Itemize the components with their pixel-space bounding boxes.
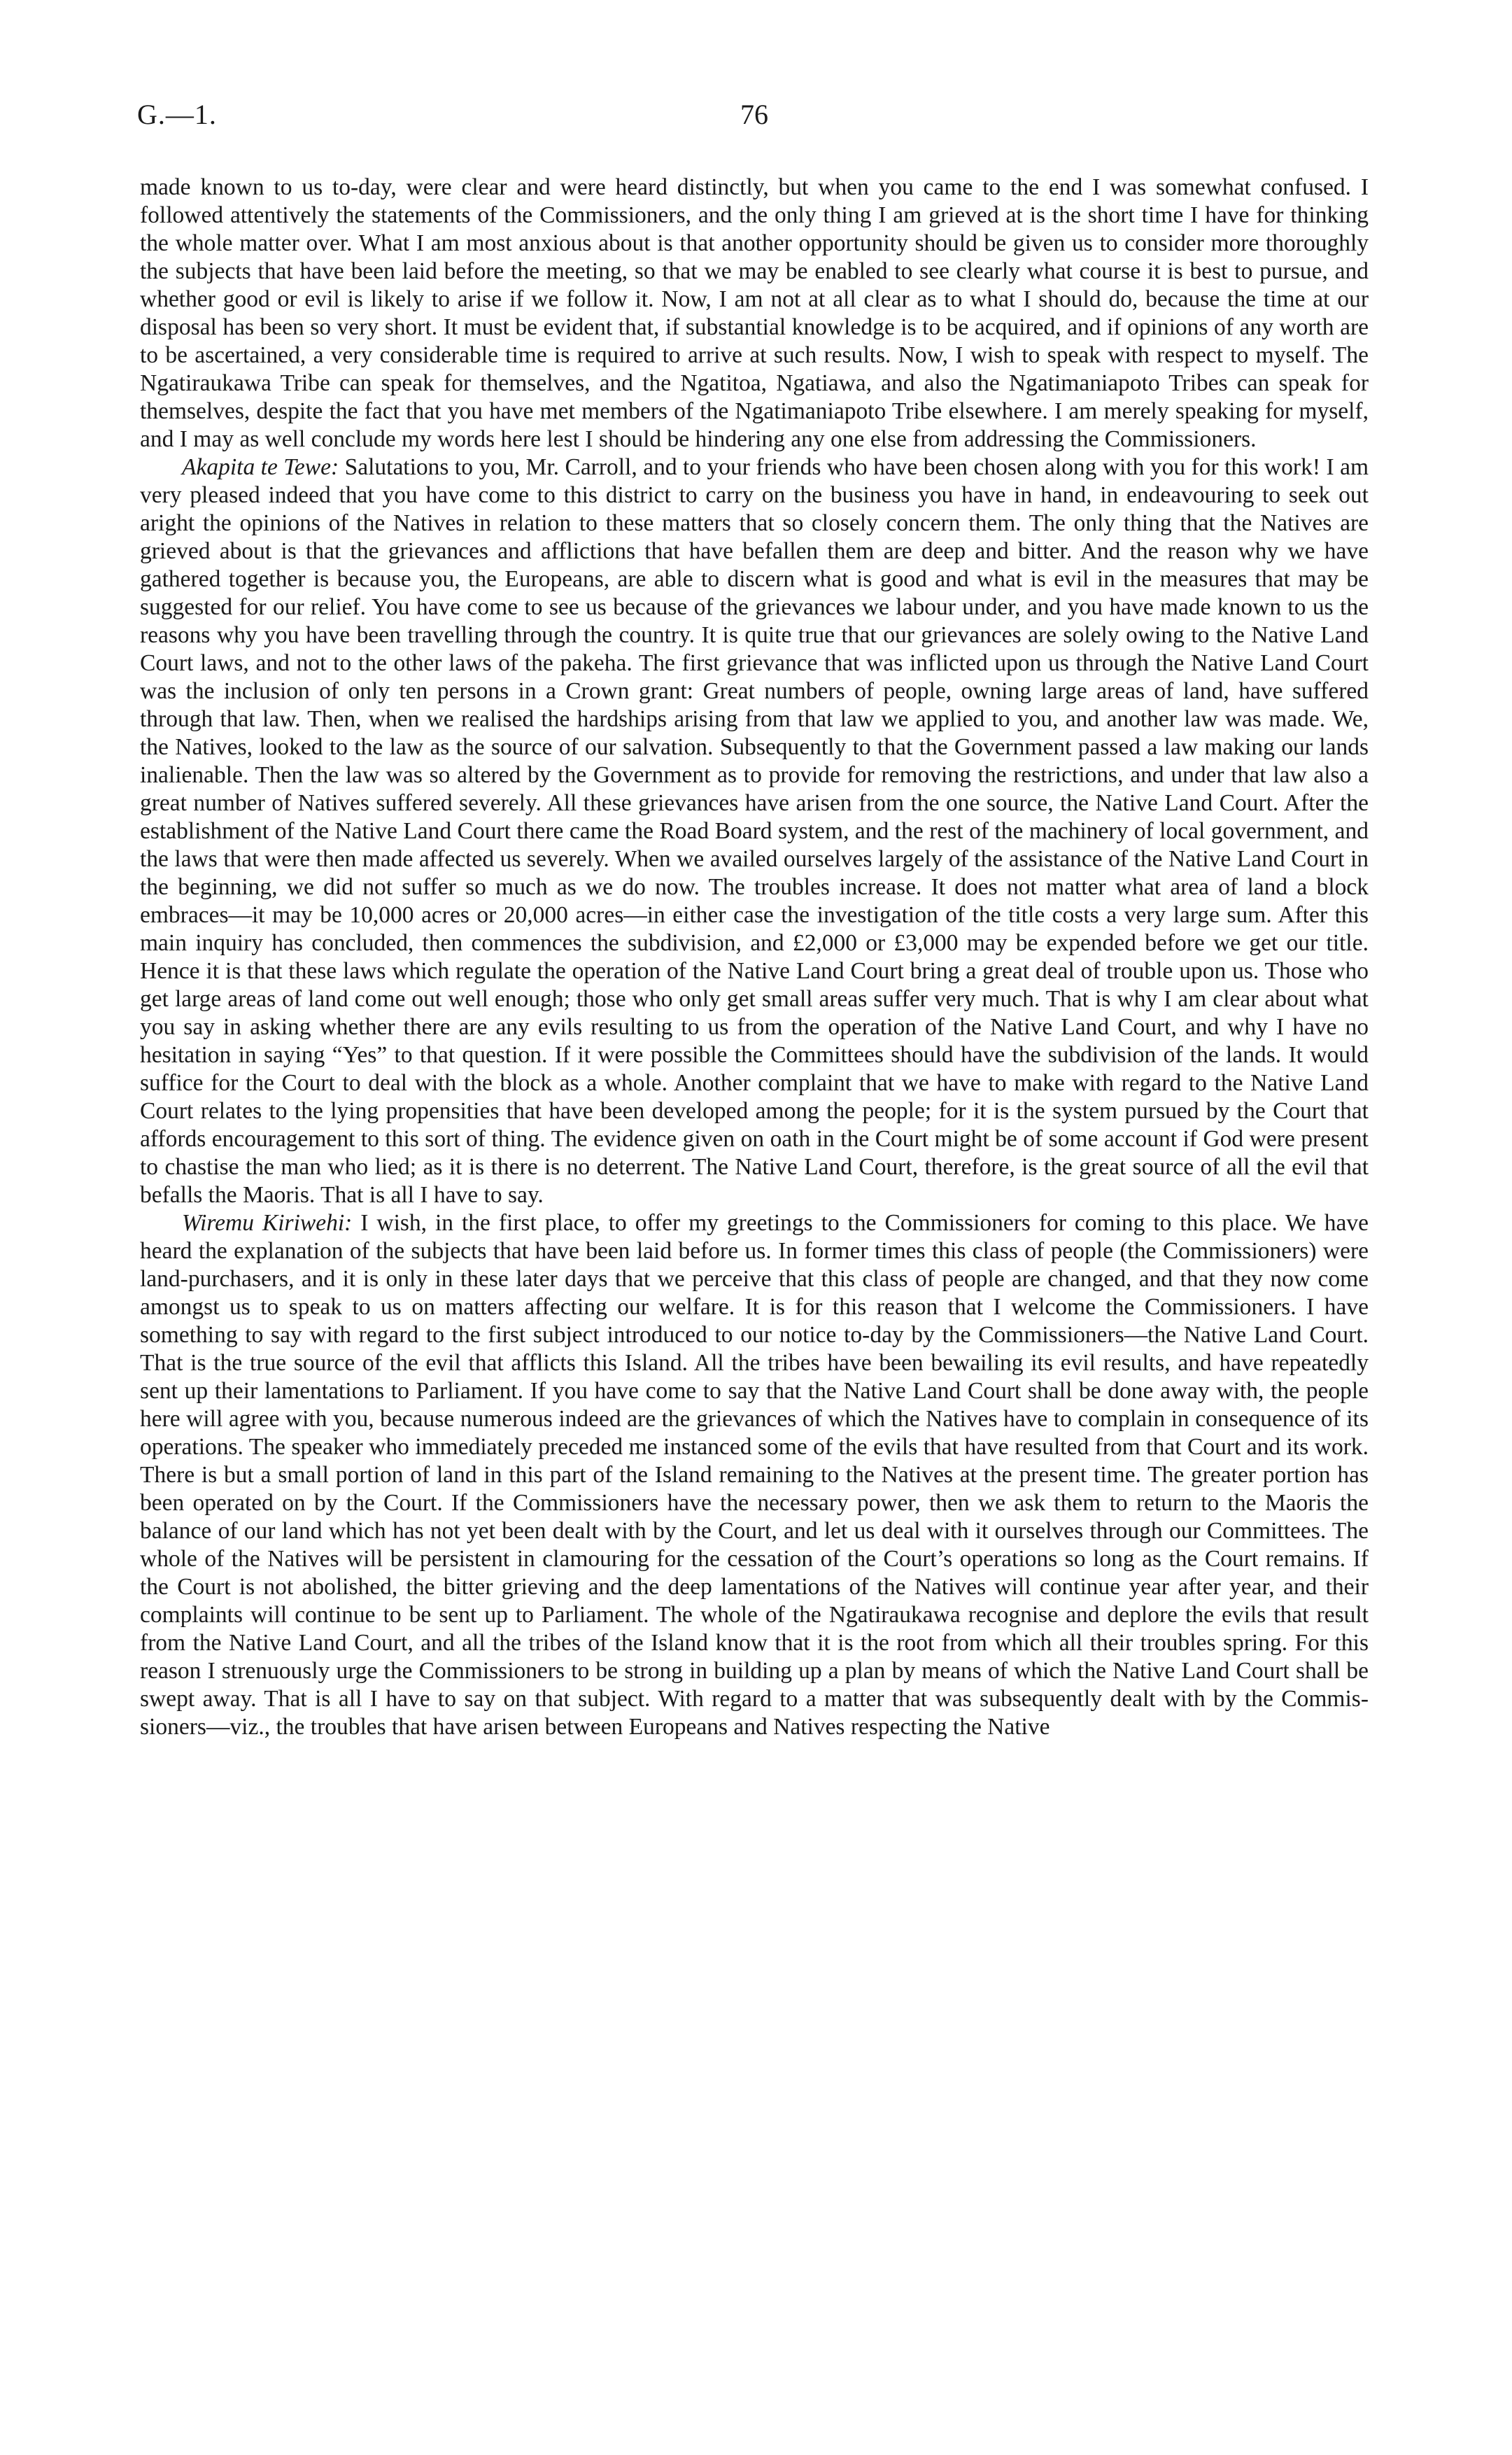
paragraph-akapita-te-tewe <box>140 453 1369 1209</box>
paragraph-text: I wish, in the first place, to offer my greetings to the Commissioners for coming to this place. We have heard the explanation of the subjects that have been laid before us. In former times this class of people (the Commissioners) were land-purchasers, and it is only in these later days that we perceive that this class of people are changed, and that they now come amongst us to speak to us on matters affecting our welfare. It is for this reason that I welcome the Commissioners. I have something to say with regard to the first subject introduced to our notice to-day by the Commissioners—the Native Land Court. That is the true source of the evil that afflicts this Island. All the tribes have been bewailing its evil results, and have repeatedly sent up their lamentations to Parliament. If you have come to say that the Native Land Court shall be done away with, the people here will agree with you, because numerous indeed are the grievances of which the Natives have to complain in consequence of its operations. The speaker who immediately preceded me instanced some of the evils that have resulted from that Court and its work. There is but a small portion of land in this part of the Island remaining to the Natives at the present time. The greater portion has been operated on by the Court. If the Commissioners have the necessary power, then we ask them to return to the Maoris the balance of our land which has not yet been dealt with by the Court, and let us deal with it ourselves through our Committees. The whole of the Natives will be persistent in clamouring for the cessation of the Court’s operations so long as the Court remains. If the Court is not abolished, the bitter grieving and the deep lamentations of the Natives will continue year after year, and their complaints will continue to be sent up to Parliament. The whole of the Ngatiraukawa recognise and deplore the evils that result from the Native Land Court, and all the tribes of the Island know that it is the root from which all their troubles spring. For this reason I strenuously urge the Commissioners to be strong in building up a plan by means of which the Native Land Court shall be swept away. That is all I have to say on that subject. With regard to a matter that was subsequently dealt with by the Commissioners—viz., the troubles that have arisen between Europeans and Natives respecting the Native <box>140 1210 1369 1740</box>
paragraph-text: Salutations to you, Mr. Carroll, and to your friends who have been chosen along with you for this work! I am very pleased indeed that you have come to this district to carry on the business you have in hand, in endeavouring to seek out aright the opinions of the Natives in relation to these matters that so closely concern them. The only thing that the Natives are grieved about is that the grievances and afflictions that have befallen them are deep and bitter. And the reason why we have gathered together is because you, the Europeans, are able to discern what is good and what is evil in the measures that may be suggested for our relief. You have come to see us because of the grievances we labour under, and you have made known to us the reasons why you have been travelling through the country. It is quite true that our grievances are solely owing to the Native Land Court laws, and not to the other laws of the pakeha. The first grievance that was inflicted upon us through the Native Land Court was the inclusion of only ten persons in a Crown grant: Great numbers of people, owning large areas of land, have suffered through that law. Then, when we realised the hardships arising from that law we applied to you, and another law was made. We, the Natives, looked to the law as the source of our salvation. Subsequently to that the Government passed a law making our lands inalienable. Then the law was so altered by the Government as to provide for removing the restrictions, and under that law also a great number of Natives suffered severely. All these grievances have arisen from the one source, the Native Land Court. After the establishment of the Native Land Court there came the Road Board system, and the rest of the machinery of local government, and the laws that were then made affected us severely. When we availed ourselves largely of the assistance of the Native Land Court in the beginning, we did not suffer so much as we do now. The troubles increase. It does not matter what area of land a block embraces—it may be 10,000 acres or 20,000 acres—in either case the investigation of the title costs a very large sum. After this main inquiry has concluded, then commences the subdivision, and £2,000 or £3,000 may be expended before we get our title. Hence it is that these laws which regulate the operation of the Native Land Court bring a great deal of trouble upon us. Those who get large areas of land come out well enough; those who only get small areas suffer very much. That is why I am clear about what you say in asking whether there are any evils resulting to us from the operation of the Native Land Court, and why I have no hesitation in saying “Yes” to that question. If it were possible the Committees should have the subdivision of the lands. It would suffice for the Court to deal with the block as a whole. Another complaint that we have to make with regard to the Native Land Court relates to the lying propensities that have been developed among the people; for it is the system pursued by the Court that affords encouragement to this sort of thing. The evidence given on oath in the Court might be of some account if God were present to chastise the man who lied; as it is there is no deterrent. The Native Land Court, therefore, is the great source of all the evil that befalls the Maoris. That is all I have to say. <box>140 454 1369 1208</box>
paragraph-wiremu-kiriwehi <box>140 1209 1369 1741</box>
page-header <box>137 98 1371 140</box>
document-reference: G.—1. <box>137 99 217 130</box>
speaker-name: Akapita te Tewe: <box>182 454 339 480</box>
paragraph-text: made known to us to-day, were clear and were heard distinctly, but when you came to the end I was somewhat confused. I followed attentively the statements of the Commissioners, and the only thing I am grieved at is the short time I have for thinking the whole matter over. What I am most anxious about is that another opportunity should be given us to consider more thoroughly the subjects that have been laid before the meeting, so that we may be enabled to see clearly what course it is best to pursue, and whether good or evil is likely to arise if we follow it. Now, I am not at all clear as to what I should do, because the time at our disposal has been so very short. It must be evident that, if substantial knowledge is to be acquired, and if opinions of any worth are to be ascertained, a very considerable time is required to arrive at such results. Now, I wish to speak with respect to myself. The Ngatiraukawa Tribe can speak for themselves, and the Ngatitoa, Ngatiawa, and also the Ngatimaniapoto Tribes can speak for themselves, despite the fact that you have met members of the Ngatimaniapoto Tribe elsewhere. I am merely speaking for myself, and I may as well conclude my words here lest I should be hindering any one else from addressing the Commissioners. <box>140 174 1369 452</box>
speaker-name: Wiremu Kiriwehi: <box>182 1210 353 1236</box>
paragraph-continuation <box>140 174 1369 453</box>
page-number: 76 <box>740 99 768 130</box>
body-text <box>140 174 1369 1741</box>
